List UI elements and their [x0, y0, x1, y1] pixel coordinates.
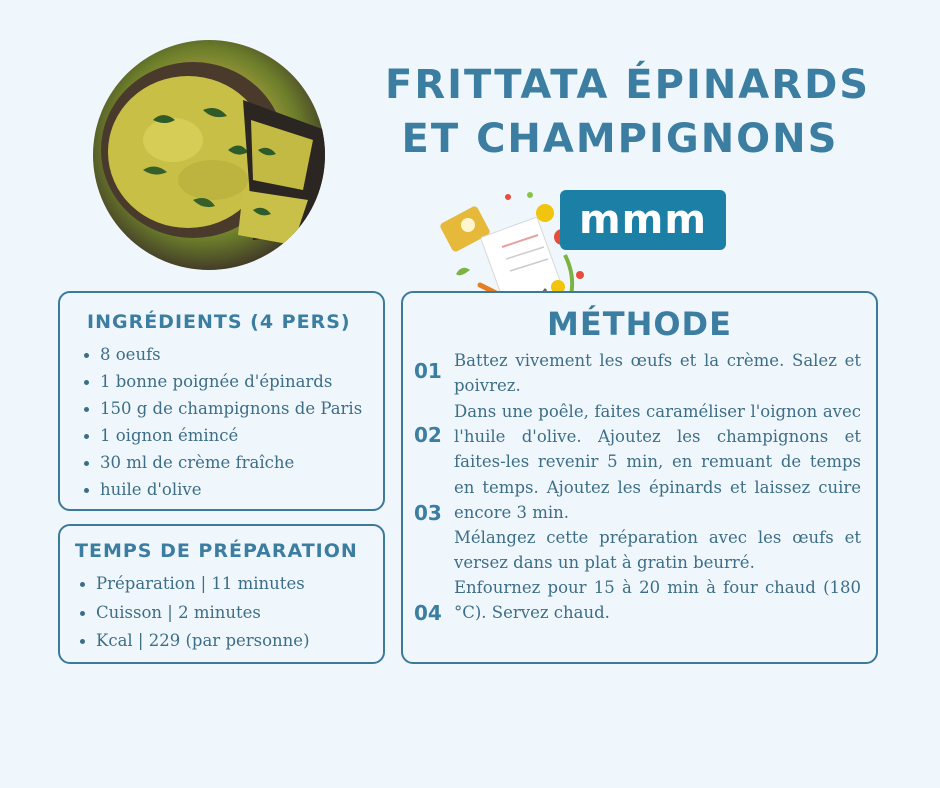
recipe-title: [385, 58, 871, 166]
step-number-3: 03: [414, 501, 442, 525]
mmm-badge: mmm: [560, 190, 726, 250]
preparation-time-title: TEMPS DE PRÉPARATION: [75, 540, 358, 562]
ingredients-card: [58, 291, 385, 511]
ingredient-item: 8 oeufs: [82, 341, 362, 368]
preparation-time-list: [78, 570, 310, 656]
method-title: MÉTHODE: [547, 305, 732, 343]
ingredient-item: 150 g de champignons de Paris: [82, 395, 362, 422]
step-text-3: Mélangez cette préparation avec les œufs et versez dans un plat à gratin beurré.: [454, 528, 861, 573]
step-number-1: 01: [414, 359, 442, 383]
ingredient-item: 1 bonne poignée d'épinards: [82, 368, 362, 395]
preparation-time-card: [58, 524, 385, 664]
step-text-1: Battez vivement les œufs et la crème. Salez et poivrez.: [454, 351, 861, 396]
ingredient-item: 1 oignon émincé: [82, 422, 362, 449]
step-number-2: 02: [414, 423, 442, 447]
method-card: [401, 291, 878, 664]
title-line-1: FRITTATA ÉPINARDS: [385, 62, 871, 108]
ingredient-item: huile d'olive: [82, 476, 362, 503]
time-item: Kcal | 229 (par personne): [78, 627, 310, 656]
step-text-2: Dans une poêle, faites caraméliser l'oignon avec l'huile d'olive. Ajoutez les champignons et faites-les revenir 5 min, en remuant de temps en temps. Ajoutez les épinards et laissez cuire encore 3 min.: [454, 402, 861, 522]
title-line-2: ET CHAMPIGNONS: [401, 116, 839, 162]
ingredients-list: [82, 341, 362, 503]
step-number-4: 04: [414, 601, 442, 625]
ingredient-item: 30 ml de crème fraîche: [82, 449, 362, 476]
time-item: Préparation | 11 minutes: [78, 570, 310, 599]
frittata-photo: [93, 40, 325, 270]
time-item: Cuisson | 2 minutes: [78, 599, 310, 628]
ingredients-title: INGRÉDIENTS (4 PERS): [87, 311, 351, 333]
step-text-4: Enfournez pour 15 à 20 min à four chaud (180 °C). Servez chaud.: [454, 578, 861, 623]
